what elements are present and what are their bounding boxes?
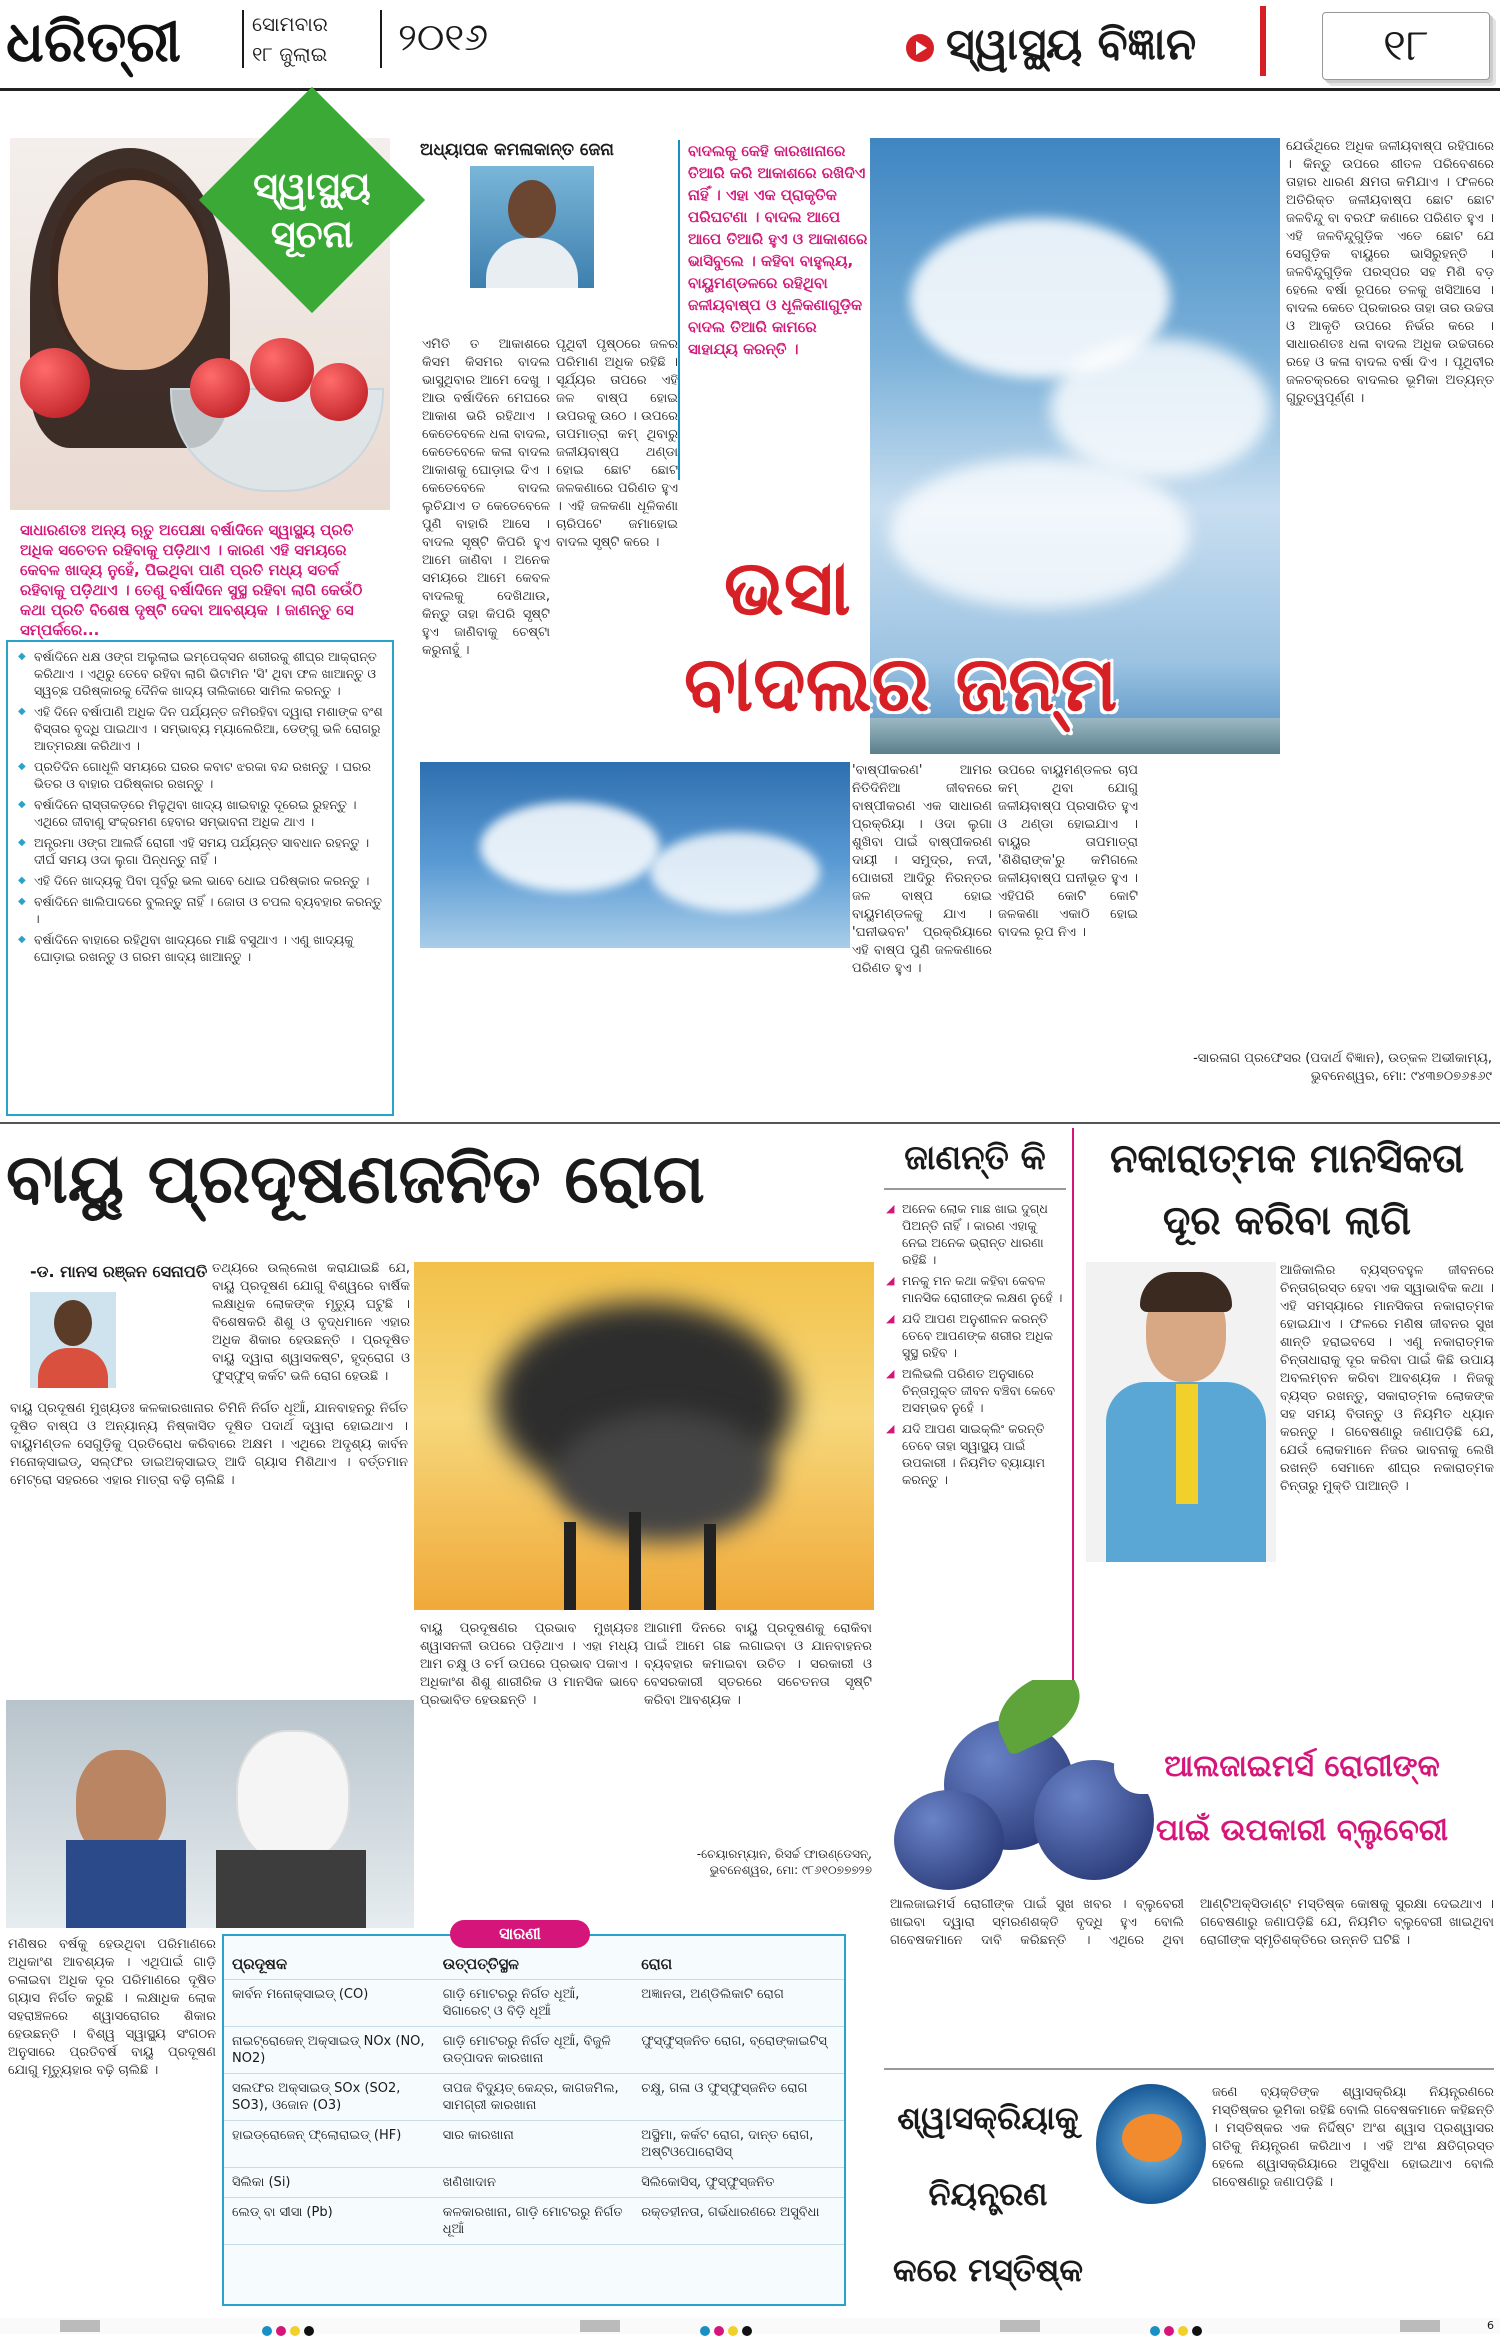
air-pollution-byline: -ଡ. ମାନସ ରଞ୍ଜନ ସେନାପତି: [30, 1262, 208, 1281]
page-number-tab: [1322, 12, 1490, 80]
children-mask-photo: [6, 1700, 414, 1928]
pollutant-table: [224, 1950, 844, 2245]
header-divider-2: [380, 10, 382, 68]
list-item: ◢ ଯଦି ଆପଣ ସାଇକ୍ଲିଂ କରନ୍ତି ତେବେ ତାହା ସ୍ୱାସ୍ଥ୍ୟ ପାଇଁ ଉପକାରୀ । ନିୟମିତ ବ୍ୟାୟାମ କରନ୍ତୁ ।: [884, 1420, 1066, 1488]
brain-headline: [890, 2080, 1086, 2316]
table-cell: ଗାଡ଼ି ମୋଟରରୁ ନିର୍ଗତ ଧୂଆଁ, ସିଗାରେଟ୍ ଓ ବିଡ଼ି ଧୂଆଁ: [435, 1980, 633, 2027]
table-cell: ଲେଡ୍ ବା ସୀସା (Pb): [224, 2198, 435, 2245]
table-cell: ସଲଫର ଅକ୍ସାଇଡ୍ SOx (SO2, SO3), ଓଜୋନ (O3): [224, 2074, 435, 2121]
apple-icon: [190, 358, 250, 418]
registration-mark: [580, 2320, 620, 2332]
footer-page-mark: 6: [1487, 2319, 1494, 2332]
mindset-headline: [1080, 1128, 1494, 1258]
section-arrow-icon: [906, 34, 934, 62]
table-header-row: [224, 1950, 844, 1980]
table-row: [224, 2074, 844, 2121]
list-item: ◆ ଏହି ଦିନେ ଖାଦ୍ୟକୁ ପିବା ପୂର୍ବରୁ ଭଲ ଭାବେ ଧୋଇ ପରିଷ୍କାର କରନ୍ତୁ ।: [16, 872, 384, 889]
table-cell: ଅଜ୍ଞାନତା, ଅଣ୍ଡିଲିକାଟି ରୋଗ: [633, 1980, 844, 2027]
list-item: ◢ ଯଦି ଆପଣ ଅନୁଶୀଳନ କରନ୍ତି ତେବେ ଆପଣଙ୍କ ଶରୀର ଅଧିକ ସୁସ୍ଥ ରହିବ ।: [884, 1310, 1066, 1361]
table-cell: ଚକ୍ଷୁ, ଗଳା ଓ ଫୁସ୍‌ଫୁସ୍‌ଜନିତ ରୋଗ: [633, 2074, 844, 2121]
table-cell: ଫୁସ୍‌ଫୁସ୍‌ଜନିତ ରୋଗ, ବ୍ରୋଙ୍କାଇଟିସ୍: [633, 2027, 844, 2074]
mindset-headline-line2: ଦୂର କରିବା ଲାଗି: [1162, 1198, 1412, 1244]
list-item: ◆ ବର୍ଷାଦିନେ ଧକ୍ଷ ଓଙ୍ଗ ଅଲୁଲାଇ ଇମ୍ପେକ୍ସନ ଶରୀରକୁ ଶୀଘ୍ର ଆକ୍ରାନ୍ତ କରିଥାଏ । ଏଥିରୁ ତେବେ ରହିବା ଲାଗି ଭିଟାମିନ 'ସି' ଥିବା ଫଳ ଖାଆନ୍ତୁ ଓ ସ୍ୱଚ୍ଛ ପରିଷ୍କାରକୁ ଦୈନିକ ଖାଦ୍ୟ ତାଲିକାରେ ସାମିଲ କରନ୍ତୁ ।: [16, 648, 384, 699]
brain-headline-line1: ଶ୍ୱାସକ୍ରିୟାକୁ: [897, 2099, 1079, 2137]
header-divider-1: [242, 10, 244, 68]
table-row: [224, 2168, 844, 2198]
table-header: ରୋଗ: [633, 1950, 844, 1980]
table-cell: ଅସ୍ଥିମା, କର୍କଟ ରୋଗ, ଦାନ୍ତ ରୋଗ, ଅଷ୍ଟିଓପୋରୋସିସ୍: [633, 2121, 844, 2168]
table-cell: ସାର କାରଖାନା: [435, 2121, 633, 2168]
cloud-col-right: ଯେଉଁଥିରେ ଅଧିକ ଜଳୀୟବାଷ୍ପ ରହିପାରେ । କିନ୍ତୁ ଉପରେ ଶୀତଳ ପରିବେଶରେ ତାହାର ଧାରଣ କ୍ଷମତା କମିଯାଏ । ଫଳରେ ଅତିରିକ୍ତ ଜଳୀୟବାଷ୍ପ ଛୋଟ ଛୋଟ ଜଳବିନ୍ଦୁ ବା ବରଫ କଣାରେ ପରିଣତ ହୁଏ । ଏହି ଜଳବିନ୍ଦୁଗୁଡ଼ିକ ଏତେ ଛୋଟ ଯେ ସେଗୁଡ଼ିକ ବାୟୁରେ ଭାସିରୁହନ୍ତି । ଜଳବିନ୍ଦୁଗୁଡ଼ିକ ପରସ୍ପର ସହ ମିଶି ବଡ଼ ହେଲେ ବର୍ଷା ରୂପରେ ତଳକୁ ଖସିଆସେ । ବାଦଲ କେତେ ପ୍ରକାରର ତାହା ତାର ଉଚ୍ଚତା ଓ ଆକୃତି ଉପରେ ନିର୍ଭର କରେ । ସାଧାରଣତଃ ଧଳା ବାଦଲ ଅଧିକ ଉଚ୍ଚତାରେ ରହେ ଓ କଳା ବାଦଲ ବର୍ଷା ଦିଏ । ପୃଥିବୀର ଜଳଚକ୍ରରେ ବାଦଲର ଭୂମିକା ଅତ୍ୟନ୍ତ ଗୁରୁତ୍ୱପୂର୍ଣ୍ଣ ।: [1286, 139, 1494, 406]
table-row: [224, 2027, 844, 2074]
cmyk-dots: [1150, 2321, 1230, 2331]
list-item: ◆ ଏହି ଦିନେ ବର୍ଷାପାଣି ଅଧିକ ଦିନ ପର୍ଯ୍ୟନ୍ତ ଜମିରହିବା ଦ୍ୱାରା ମଶାଙ୍କ ବଂଶ ବିସ୍ତାର ବୃଦ୍ଧି ପାଇଥାଏ । ସମ୍ଭାବ୍ୟ ମ୍ୟାଲେରିଆ, ଡେଙ୍ଗୁ ଭଳି ରୋଗରୁ ଆତ୍ମରକ୍ଷା କରିଥାଏ ।: [16, 703, 384, 754]
registration-mark: [60, 2320, 100, 2332]
list-item: ◆ ଅନ୍ତ୍ରମା ଓଙ୍ଗ ଆଲର୍ଜି ରୋଗୀ ଏହି ସମୟ ପର୍ଯ୍ୟନ୍ତ ସାବଧାନ ରହନ୍ତୁ । ଦୀର୍ଘ ସମୟ ଓଦା ଲୁଗା ପିନ୍ଧନ୍ତୁ ନାହିଁ ।: [16, 834, 384, 868]
list-item: ◢ ଅଲିଭଲି ପରିଣତ ଅନୁସାରେ ଚିନ୍ତାମୁକ୍ତ ଜୀବନ ବଞ୍ଚିବା କେବେ ଅସମ୍ଭବ ନୁହେଁ ।: [884, 1365, 1066, 1416]
cloud-headline: [684, 540, 1244, 750]
list-item: ◆ ବର୍ଷାଦିନେ ରାସ୍ତାକଡ଼ରେ ମିଳୁଥିବା ଖାଦ୍ୟ ଖାଇବାରୁ ଦୂରେଇ ରୁହନ୍ତୁ । ଏଥିରେ ଜୀବାଣୁ ସଂକ୍ରମଣ ହେବାର ସମ୍ଭାବନା ଅଧିକ ଥାଏ ।: [16, 796, 384, 830]
did-you-know-list: [884, 1200, 1066, 1760]
table-cell: ରକ୍ତହୀନତା, ଗର୍ଭଧାରଣରେ ଅସୁବିଧା: [633, 2198, 844, 2245]
table-cell: କାର୍ବନ ମନୋକ୍ସାଇଡ୍ (CO): [224, 1980, 435, 2027]
table-row: [224, 2198, 844, 2245]
cloud-col1: ଏମିତି ତ ଆକାଶରେ କିସମ କିସମର ବାଦଲ ଭାସୁଥିବାର ଆମେ ଦେଖୁ । ଆଉ ବର୍ଷାଦିନେ ମେଘରେ ଆକାଶ ଭରି ରହିଥାଏ । କେତେବେଳେ ଧଳା ବାଦଲ, କେତେବେଳେ କଳା ବାଦଲ ଆକାଶକୁ ଘୋଡ଼ାଇ ଦିଏ । କେତେବେଳେ ବାଦଲ ଲୁଚିଯାଏ ତ କେତେବେଳେ ପୁଣି ବାହାରି ଆସେ । ବାଦଲ ସୃଷ୍ଟି କିପରି ହୁଏ ଆମେ ଜାଣିବା । ଅନେକ ସମୟରେ ଆମେ କେବଳ ବାଦଲକୁ ଦେଖିଥାଉ, କିନ୍ତୁ ତାହା କିପରି ସୃଷ୍ଟି ହୁଏ ଜାଣିବାକୁ ଚେଷ୍ଟା କରୁନାହୁଁ ।: [422, 337, 550, 658]
table-cell: ସିଲିକୋସିସ୍, ଫୁସ୍‌ଫୁସ୍‌ଜନିତ: [633, 2168, 844, 2198]
table-cell: ତାପଜ ବିଦ୍ୟୁତ୍ କେନ୍ଦ୍ର, କାଗଜମିଲ, ସାମଗ୍ରୀ କାରଖାନା: [435, 2074, 633, 2121]
list-item: ◢ ଅନେକ ଲୋକ ମାଛ ଖାଇ ଦୁଗ୍ଧ ପିଅନ୍ତି ନାହିଁ । କାରଣ ଏହାକୁ ନେଇ ଅନେକ ଭ୍ରାନ୍ତ ଧାରଣା ରହିଛି ।: [884, 1200, 1066, 1268]
did-you-know-box: [884, 1128, 1074, 1768]
table-cell: ଖଣିଖାଦାନ: [435, 2168, 633, 2198]
list-item: ◆ ବର୍ଷାଦିନେ ଖାଲିପାଦରେ ବୁଲନ୍ତୁ ନାହିଁ । ଜୋତା ଓ ଚପଲ ବ୍ୟବହାର କରନ୍ତୁ ।: [16, 893, 384, 927]
health-tips-intro: ସାଧାରଣତଃ ଅନ୍ୟ ଋତୁ ଅପେକ୍ଷା ବର୍ଷାଦିନେ ସ୍ୱାସ୍ଥ୍ୟ ପ୍ରତି ଅଧିକ ସଚେତନ ରହିବାକୁ ପଡ଼ିଥାଏ । କାରଣ ଏହି ସମୟରେ କେବଳ ଖାଦ୍ୟ ନୁହେଁ, ପିଇଥିବା ପାଣି ପ୍ରତି ମଧ୍ୟ ସତର୍କ ରହିବାକୁ ପଡ଼ିଥାଏ । ତେଣୁ ବର୍ଷାଦିନେ ସୁସ୍ଥ ରହିବା ଲାଗି କେଉଁଠି କଥା ପ୍ରତି ବିଶେଷ ଦୃଷ୍ଟି ଦେବା ଆବଶ୍ୟକ । ଜାଣନ୍ତୁ ସେ ସମ୍ପର୍କରେ...: [20, 521, 363, 639]
cloud-byline: ଅଧ୍ୟାପକ କମଳାକାନ୍ତ ଜେନା: [420, 140, 614, 160]
blueberry-headline-line2: ପାଇଁ ଉପକାରୀ ବ୍ଲୁବେରୀ: [1155, 1813, 1449, 1848]
air-author-photo: [30, 1292, 116, 1388]
section-divider: [1260, 6, 1266, 76]
brain-divider: [884, 2068, 1494, 2070]
cloud-col4: ଉପରେ ବାୟୁମଣ୍ଡଳର ଚାପ କମ୍ ଥିବା ଯୋଗୁ ଜଳୀୟବାଷ୍ପ ପ୍ରସାରିତ ହୁଏ ଓ ଥଣ୍ଡା ହୋଇଯାଏ । ବାୟୁର ତାପମାତ୍ରା 'ଶିଶିରାଙ୍କ'ରୁ କମିଗଲେ ଜଳୀୟବାଷ୍ପ ଘନୀଭୂତ ହୁଏ । ଏହିପରି କୋଟି କୋଟି ଜଳକଣା ଏକାଠି ହୋଇ ବାଦଲ ରୂପ ନିଏ ।: [998, 763, 1138, 940]
health-tips-box: [6, 640, 394, 1116]
health-tips-badge-line2: ସୂଚନା: [270, 212, 354, 256]
table-row: [224, 2121, 844, 2168]
cloud-col3: 'ବାଷ୍ପୀକରଣ' ଆମର ନିତିଦିନିଆ ଜୀବନରେ ବାଷ୍ପୀକରଣ ଏକ ସାଧାରଣ ପ୍ରକ୍ରିୟା । ଓଦା ଲୁଗା ଶୁଖିବା ପାଇଁ ବାଷ୍ପୀକରଣ ଦାୟୀ । ସମୁଦ୍ର, ନଦୀ, ପୋଖରୀ ଆଦିରୁ ନିରନ୍ତର ଜଳ ବାଷ୍ପ ହୋଇ ବାୟୁମଣ୍ଡଳକୁ ଯାଏ । 'ଘନୀଭବନ' ପ୍ରକ୍ରିୟାରେ ଏହି ବାଷ୍ପ ପୁଣି ଜଳକଣାରେ ପରିଣତ ହୁଏ ।: [852, 763, 992, 976]
cmyk-dots: [700, 2321, 780, 2331]
list-item: ◆ ପ୍ରତିଦିନ ଗୋଧୂଳି ସମୟରେ ଘରର କବାଟ ଝରକା ବନ୍ଦ ରଖନ୍ତୁ । ଘରର ଭିତର ଓ ବାହାର ପରିଷ୍କାର ରଖନ୍ତୁ ।: [16, 758, 384, 792]
header-date: ୧୮ ଜୁଲାଇ: [252, 42, 328, 66]
health-tips-list: [16, 648, 384, 965]
registration-mark: [1000, 2320, 1040, 2332]
cmyk-dots: [262, 2321, 342, 2331]
table-cell: କଳକାରଖାନା, ଗାଡ଼ି ମୋଟରରୁ ନିର୍ଗତ ଧୂଆଁ: [435, 2198, 633, 2245]
blueberry-body: ଆଲଜାଇମର୍ସ ରୋଗୀଙ୍କ ପାଇଁ ସୁଖ ଖବର । ବ୍ଲୁବେରୀ ଖାଇବା ଦ୍ୱାରା ସ୍ମରଣଶକ୍ତି ବୃଦ୍ଧି ହୁଏ ବୋଲି ଗବେଷକମାନେ ଦାବି କରିଛନ୍ତି । ଏଥିରେ ଥିବା ଆଣ୍ଟିଅକ୍ସିଡାଣ୍ଟ ମସ୍ତିଷ୍କ କୋଷକୁ ସୁରକ୍ଷା ଦେଇଥାଏ । ଗବେଷଣାରୁ ଜଣାପଡ଼ିଛି ଯେ, ନିୟମିତ ବ୍ଲୁବେରୀ ଖାଇଥିବା ରୋଗୀଙ୍କ ସ୍ମୃତିଶକ୍ତିରେ ଉନ୍ନତି ଘଟିଛି ।: [890, 1897, 1494, 1948]
list-item: ◢ ମନକୁ ମନ କଥା କହିବା କେବଳ ମାନସିକ ରୋଗୀଙ୍କ ଲକ୍ଷଣ ନୁହେଁ ।: [884, 1272, 1066, 1306]
apple-icon: [250, 338, 314, 402]
mindset-body: ଆଜିକାଲିର ବ୍ୟସ୍ତବହୁଳ ଜୀବନରେ ଚିନ୍ତାଗ୍ରସ୍ତ ହେବା ଏକ ସ୍ୱାଭାବିକ କଥା । ଏହି ସମସ୍ୟାରେ ମାନସିକତା ନକାରାତ୍ମକ ହୋଇଯାଏ । ଫଳରେ ମଣିଷ ଜୀବନର ସୁଖ ଶାନ୍ତି ହରାଇବସେ । ଏଣୁ ନକାରାତ୍ମକ ଚିନ୍ତାଧାରାକୁ ଦୂର କରିବା ପାଇଁ କିଛି ଉପାୟ ଅବଲମ୍ବନ କରିବା ଆବଶ୍ୟକ । ନିଜକୁ ବ୍ୟସ୍ତ ରଖନ୍ତୁ, ସକାରାତ୍ମକ ଲୋକଙ୍କ ସହ ସମୟ ବିତାନ୍ତୁ ଓ ନିୟମିତ ଧ୍ୟାନ କରନ୍ତୁ । ଗବେଷଣାରୁ ଜଣାପଡ଼ିଛି ଯେ, ଯେଉଁ ଲୋକମାନେ ନିଜର ଭାବନାକୁ ଲେଖି ରଖନ୍ତି ସେମାନେ ଶୀଘ୍ର ନକାରାତ୍ମକ ଚିନ୍ତାରୁ ମୁକ୍ତି ପାଆନ୍ତି ।: [1280, 1263, 1494, 1494]
table-header: ପ୍ରଦୂଷକ: [224, 1950, 435, 1980]
table-header: ଉତ୍ପତ୍ତିସ୍ଥଳ: [435, 1950, 633, 1980]
apple-icon: [310, 363, 368, 421]
list-item: ◆ ବର୍ଷାଦିନେ ବାହାରେ ରହିଥିବା ଖାଦ୍ୟରେ ମାଛି ବସୁଥାଏ । ଏଣୁ ଖାଦ୍ୟକୁ ଘୋଡ଼ାଇ ରଖନ୍ତୁ ଓ ଗରମ ଖାଦ୍ୟ ଖାଆନ୍ତୁ ।: [16, 931, 384, 965]
cloud-headline-line2: ବାଦଲର ଜନ୍ମ: [684, 639, 1118, 728]
brain-body: ଜଣେ ବ୍ୟକ୍ତିଙ୍କ ଶ୍ୱାସକ୍ରିୟା ନିୟନ୍ତ୍ରଣରେ ମସ୍ତିଷ୍କର ଭୂମିକା ରହିଛି ବୋଲି ଗବେଷକମାନେ କହିଛନ୍ତି । ମସ୍ତିଷ୍କର ଏକ ନିର୍ଦ୍ଦିଷ୍ଟ ଅଂଶ ଶ୍ୱାସ ପ୍ରଶ୍ୱାସର ଗତିକୁ ନିୟନ୍ତ୍ରଣ କରିଥାଏ । ଏହି ଅଂଶ କ୍ଷତିଗ୍ରସ୍ତ ହେଲେ ଶ୍ୱାସକ୍ରିୟାରେ ଅସୁବିଧା ହୋଇଥାଏ ବୋଲି ଗବେଷଣାରୁ ଜଣାପଡ଼ିଛି ।: [1212, 2085, 1494, 2190]
section-title: ସ୍ୱାସ୍ଥ୍ୟ ବିଜ୍ଞାନ: [946, 19, 1197, 70]
table-label: ସାରଣୀ: [450, 1920, 590, 1948]
header-year: ୨୦୧୬: [398, 15, 489, 59]
blueberry-headline-line1: ଆଲଜାଇମର୍ସ ରୋଗୀଙ୍କ: [1114, 1740, 1490, 1794]
mindset-headline-line1: ନକାରାତ୍ମକ ମାନସିକତା: [1109, 1136, 1464, 1182]
cloud-headline-line1: ଭସା: [724, 543, 851, 632]
health-tips-badge-text: [226, 162, 398, 272]
air-col3: ବାୟୁ ପ୍ରଦୂଷଣର ପ୍ରଭାବ ମୁଖ୍ୟତଃ ଶ୍ୱାସନଳୀ ଉପରେ ପଡ଼ିଥାଏ । ଏହା ମଧ୍ୟ ଆମ ଚକ୍ଷୁ ଓ ଚର୍ମ ଉପରେ ପ୍ରଭାବ ପକାଏ । ଅଧିକାଂଶ ଶିଶୁ ଶାରୀରିକ ଓ ମାନସିକ ଭାବେ ପ୍ରଭାବିତ ହେଉଛନ୍ତି ।: [420, 1621, 638, 1708]
header-rule: [0, 88, 1500, 91]
header-day: ସୋମବାର: [252, 12, 328, 36]
cloud-photo-small: [420, 762, 850, 948]
air-author-footer: -ଚେୟାରମ୍ୟାନ, ରିସର୍ଚ୍ଚ ଫାଉଣ୍ଡେସନ୍, ଭୁବନେଶ୍ୱର, ମୋ: ୯୮୬୧୦୭୭୭୨୭: [696, 1847, 872, 1877]
table-cell: ନାଇଟ୍ରୋଜେନ୍ ଅକ୍ସାଇଡ୍ NOx (NO, NO2): [224, 2027, 435, 2074]
author-photo: [470, 166, 594, 288]
table-cell: ସିଲିକା (Si): [224, 2168, 435, 2198]
table-row: [224, 1980, 844, 2027]
blueberry-headline: [1114, 1740, 1490, 1872]
registration-mark: [1400, 2320, 1440, 2332]
air-pollution-headline: ବାୟୁ ପ୍ରଦୂଷଣଜନିତ ରୋଗ: [6, 1140, 705, 1219]
apple-icon: [20, 348, 90, 418]
health-tips-badge-line1: ସ୍ୱାସ୍ଥ୍ୟ: [253, 164, 371, 208]
pollutant-table-box: [222, 1924, 846, 2306]
smoke-photo: [414, 1262, 874, 1610]
cloud-author-footer: -ସାରଳାଗ ପ୍ରଫେସର (ପଦାର୍ଥ ବିଜ୍ଞାନ), ଉତ୍କଳ ଅଭୀକାମ୍ୟ, ଭୁବନେଶ୍ୱର, ମୋ: ୯୪୩୭୦୭୬୫୬୯: [1193, 1051, 1492, 1084]
footer-bar: [0, 2318, 1500, 2334]
table-cell: ଗାଡ଼ି ମୋଟରରୁ ନିର୍ଗତ ଧୂଆଁ, ବିଜୁଳି ଉତ୍ପାଦନ କାରଖାନା: [435, 2027, 633, 2074]
air-col2: ତଥ୍ୟରେ ଉଲ୍ଲେଖ କରାଯାଇଛି ଯେ, ବାୟୁ ପ୍ରଦୂଷଣ ଯୋଗୁ ବିଶ୍ୱରେ ବାର୍ଷିକ ଲକ୍ଷାଧିକ ଲୋକଙ୍କ ମୃତ୍ୟୁ ଘଟୁଛି । ବିଶେଷକରି ଶିଶୁ ଓ ବୃଦ୍ଧମାନେ ଏହାର ଅଧିକ ଶିକାର ହେଉଛନ୍ତି । ପ୍ରଦୂଷିତ ବାୟୁ ଦ୍ୱାରା ଶ୍ୱାସକଷ୍ଟ, ହୃଦ୍‌ରୋଗ ଓ ଫୁସ୍‌ଫୁସ୍ କର୍କଟ ଭଳି ରୋଗ ହେଉଛି ।: [212, 1261, 410, 1384]
did-you-know-title: ଜାଣନ୍ତି କି: [884, 1128, 1066, 1190]
air-lower-left: ମଣିଷର ବର୍ଷକୁ ହେଉଥିବା ପରିମାଣରେ ଅଧିକାଂଶ ଆବଶ୍ୟକ । ଏଥିପାଇଁ ଗାଡ଼ି ଚଳାଇବା ଅଧିକ ଦୂର ପରିମାଣରେ ଦୂଷିତ ଗ୍ୟାସ ନିର୍ଗତ କରୁଛି । ଲକ୍ଷାଧିକ ଲୋକ ସହରାଞ୍ଚଳରେ ଶ୍ୱାସରୋଗର ଶିକାର ହେଉଛନ୍ତି । ବିଶ୍ୱ ସ୍ୱାସ୍ଥ୍ୟ ସଂଗଠନ ଅନୁସାରେ ପ୍ରତିବର୍ଷ ବାୟୁ ପ୍ରଦୂଷଣ ଯୋଗୁ ମୃତ୍ୟୁହାର ବଢ଼ି ଚାଲିଛି ।: [8, 1937, 216, 2078]
brain-headline-line3: କରେ ମସ୍ତିଷ୍କ: [893, 2251, 1083, 2289]
cloud-pull-quote: [678, 140, 868, 480]
section-rule: [0, 1122, 1500, 1124]
masthead: ଧରିତ୍ରୀ: [6, 10, 181, 75]
air-col4: ଆଗାମୀ ଦିନରେ ବାୟୁ ପ୍ରଦୂଷଣକୁ ରୋକିବା ପାଇଁ ଆମେ ଗଛ ଲଗାଇବା ଓ ଯାନବାହନର ବ୍ୟବହାର କମାଇବା ଉଚିତ । ସରକାରୀ ଓ ବେସରକାରୀ ସ୍ତରରେ ସଚେତନତା ସୃଷ୍ଟି କରିବା ଆବଶ୍ୟକ ।: [644, 1621, 872, 1708]
brain-headline-line2: ନିୟନ୍ତ୍ରଣ: [928, 2175, 1048, 2213]
brain-image: [1096, 2084, 1206, 2204]
air-col1: ବାୟୁ ପ୍ରଦୂଷଣ ମୁଖ୍ୟତଃ କଳକାରଖାନାର ଚିମିନି ନିର୍ଗତ ଧୂଆଁ, ଯାନବାହନରୁ ନିର୍ଗତ ଦୂଷିତ ବାଷ୍ପ ଓ ଅନ୍ୟାନ୍ୟ ନିଷ୍କାସିତ ଦୂଷିତ ପଦାର୍ଥ ଦ୍ୱାରା ହୋଇଥାଏ । ବାୟୁମଣ୍ଡଳ ସେଗୁଡ଼ିକୁ ପ୍ରତିରୋଧ କରିବାରେ ଅକ୍ଷମ । ଏଥିରେ ଅଦୃଶ୍ୟ କାର୍ବନ ମନୋକ୍ସାଇଡ୍, ସଲ୍ଫର ଡାଇଅକ୍ସାଇଡ୍ ଆଦି ଗ୍ୟାସ ମିଶିଥାଏ । ବର୍ତ୍ତମାନ ମେଟ୍ରୋ ସହରରେ ଏହାର ମାତ୍ରା ବଢ଼ି ଚାଲିଛି ।: [10, 1401, 408, 1488]
pull-quote-text: ବାଦଲକୁ କେହି କାରଖାନାରେ ତିଆରି କରି ଆକାଶରେ ରଖିଦିଏ ନାହିଁ । ଏହା ଏକ ପ୍ରାକୃତିକ ପରିଘଟଣା । ବାଦଲ ଆପେ ଆପେ ତିଆରି ହୁଏ ଓ ଆକାଶରେ ଭାସିବୁଲେ । କହିବା ବାହୁଲ୍ୟ, ବାୟୁମଣ୍ଡଳରେ ରହିଥିବା ଜଳୀୟବାଷ୍ପ ଓ ଧୂଳିକଣାଗୁଡ଼ିକ ବାଦଲ ତିଆରି କାମରେ ସାହାଯ୍ୟ କରନ୍ତି ।: [688, 142, 868, 358]
thinking-man-photo: [1086, 1262, 1276, 1562]
woman-face-front: [58, 180, 208, 370]
page-number: ୧୮: [1383, 20, 1429, 71]
cloud-col2: ପୃଥିବୀ ପୃଷ୍ଠରେ ଜଳର ପରିମାଣ ଅଧିକ ରହିଛି । ସୂର୍ଯ୍ୟର ତାପରେ ଏହି ଜଳ ବାଷ୍ପ ହୋଇ ଉପରକୁ ଉଠେ । ଉପରେ ତାପମାତ୍ରା କମ୍ ଥିବାରୁ ଜଳୀୟବାଷ୍ପ ଥଣ୍ଡା ହୋଇ ଛୋଟ ଛୋଟ ଜଳକଣାରେ ପରିଣତ ହୁଏ । ଏହି ଜଳକଣା ଧୂଳିକଣା ଚାରିପଟେ ଜମାହୋଇ ବାଦଲ ସୃଷ୍ଟି କରେ ।: [556, 337, 678, 550]
table-cell: ହାଇଡ୍ରୋଜେନ୍ ଫ୍ଲୋରାଇଡ୍ (HF): [224, 2121, 435, 2168]
